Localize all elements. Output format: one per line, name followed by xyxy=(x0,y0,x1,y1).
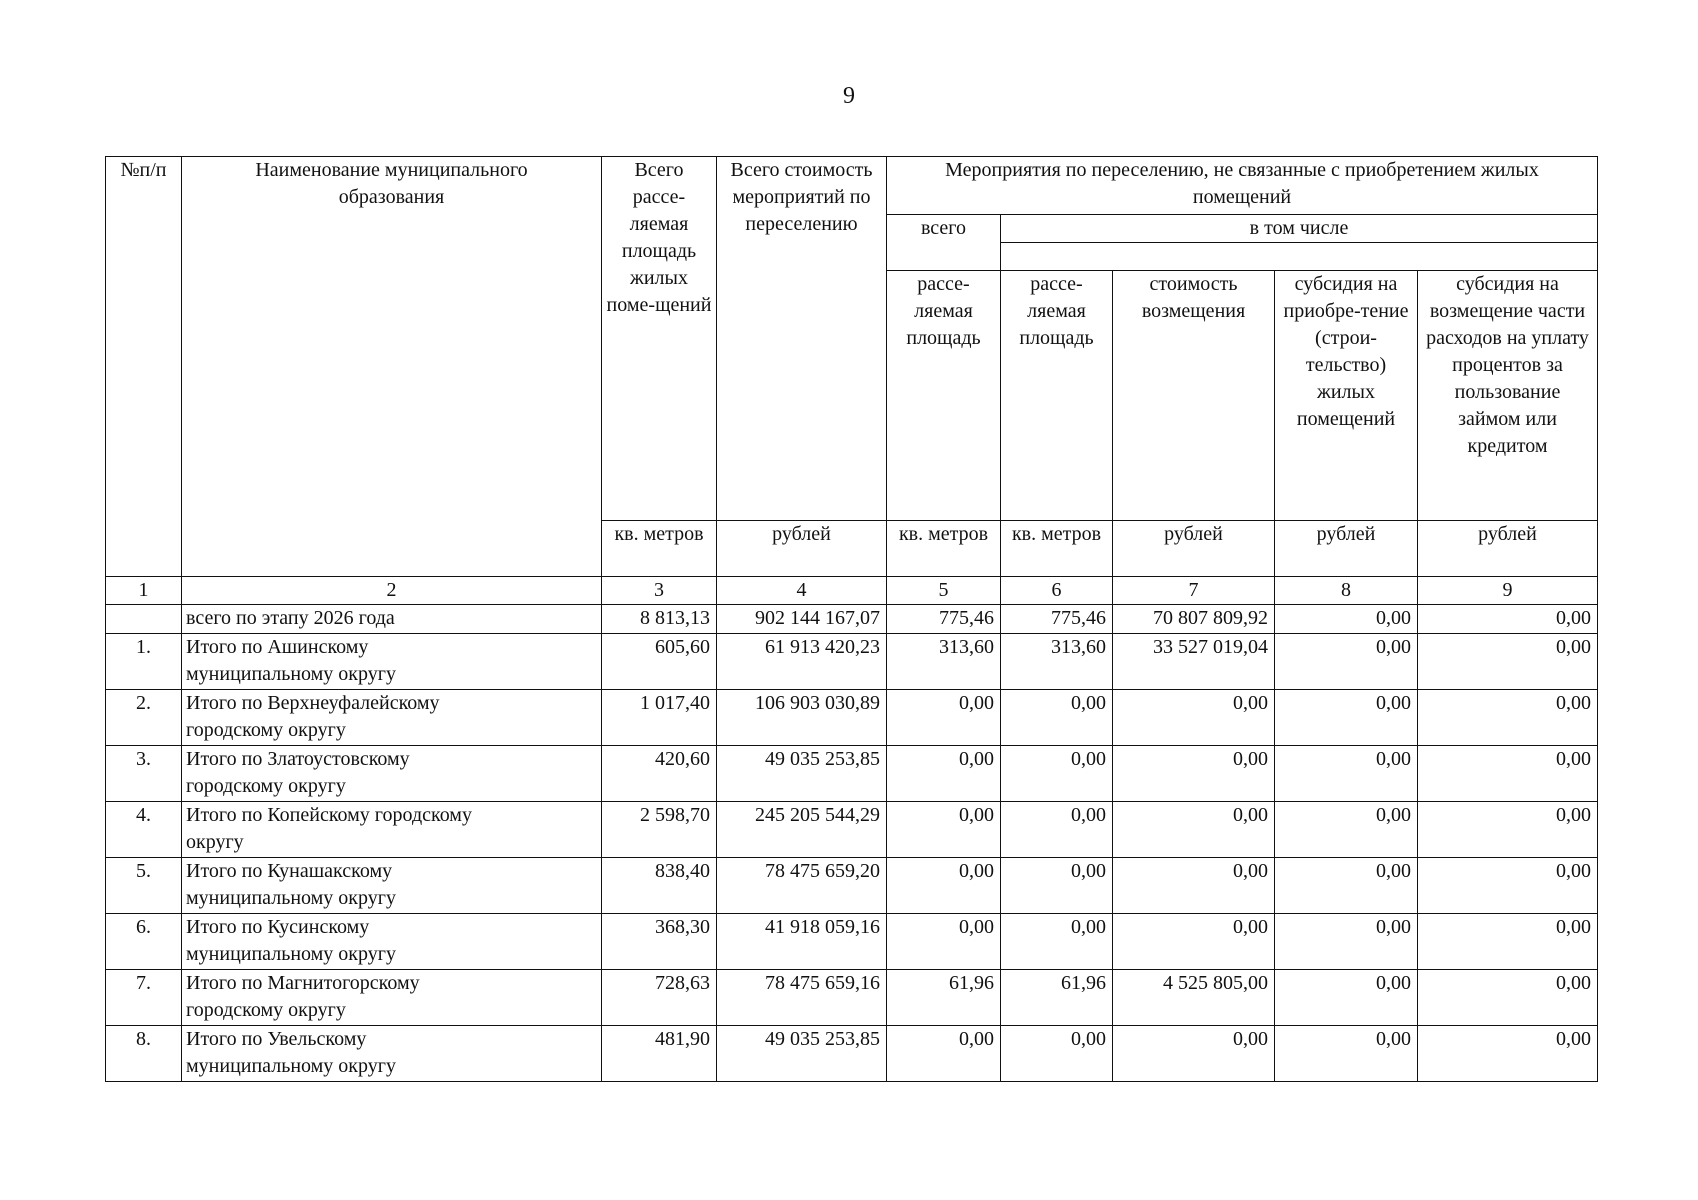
resettlement-table xyxy=(105,156,1598,1082)
row-value: 0,00 xyxy=(887,802,1001,858)
column-number: 5 xyxy=(887,577,1001,605)
table-row xyxy=(106,1026,1598,1082)
total-row-name: всего по этапу 2026 года xyxy=(182,605,602,634)
unit-col9: рублей xyxy=(1418,521,1598,577)
row-name-text: Итого по Кунашакскому муниципальному округу xyxy=(186,860,396,909)
column-number: 4 xyxy=(717,577,887,605)
row-value: 481,90 xyxy=(602,1026,717,1082)
row-name xyxy=(182,634,602,690)
unit-col3: кв. метров xyxy=(602,521,717,577)
row-value: 0,00 xyxy=(1001,1026,1113,1082)
table-row xyxy=(106,690,1598,746)
row-value: 0,00 xyxy=(1275,914,1418,970)
total-row-number xyxy=(106,605,182,634)
row-value: 0,00 xyxy=(1113,914,1275,970)
row-value: 0,00 xyxy=(887,1026,1001,1082)
column-number: 8 xyxy=(1275,577,1418,605)
header-col9: субсидия на возмещение части расходов на уплату процентов за пользование займом или кредитом xyxy=(1418,271,1598,521)
row-value: 313,60 xyxy=(887,634,1001,690)
row-value: 0,00 xyxy=(1275,690,1418,746)
row-name-text: Итого по Кусинскому муниципальному округу xyxy=(186,916,396,965)
table-row xyxy=(106,914,1598,970)
row-value: 0,00 xyxy=(1418,746,1598,802)
header-col-name-text: Наименование муниципального образования xyxy=(255,159,528,208)
header-blank-row xyxy=(1001,243,1598,271)
column-number: 9 xyxy=(1418,577,1598,605)
row-name-text: Итого по Ашинскому муниципальному округу xyxy=(186,636,396,685)
row-value: 0,00 xyxy=(1001,690,1113,746)
total-row-value: 902 144 167,07 xyxy=(717,605,887,634)
row-value: 0,00 xyxy=(1418,914,1598,970)
table-header xyxy=(106,157,1598,605)
header-col-total-area: Всего рассе-ляемая площадь жилых поме-щений xyxy=(602,157,717,521)
row-number: 8. xyxy=(106,1026,182,1082)
row-value: 49 035 253,85 xyxy=(717,1026,887,1082)
column-number: 3 xyxy=(602,577,717,605)
header-col-total-cost: Всего стоимость мероприятий по переселению xyxy=(717,157,887,521)
row-value: 0,00 xyxy=(887,858,1001,914)
row-name xyxy=(182,802,602,858)
row-value: 313,60 xyxy=(1001,634,1113,690)
row-name xyxy=(182,914,602,970)
row-value: 0,00 xyxy=(1418,802,1598,858)
row-name xyxy=(182,746,602,802)
row-value: 0,00 xyxy=(1418,690,1598,746)
row-name xyxy=(182,858,602,914)
row-value: 78 475 659,20 xyxy=(717,858,887,914)
total-row-value: 70 807 809,92 xyxy=(1113,605,1275,634)
row-value: 0,00 xyxy=(887,914,1001,970)
header-vsego: всего xyxy=(887,215,1001,271)
row-value: 2 598,70 xyxy=(602,802,717,858)
row-number: 4. xyxy=(106,802,182,858)
table-row xyxy=(106,802,1598,858)
row-value: 0,00 xyxy=(887,690,1001,746)
row-number: 3. xyxy=(106,746,182,802)
unit-col8: рублей xyxy=(1275,521,1418,577)
total-row-value: 775,46 xyxy=(887,605,1001,634)
table-row xyxy=(106,858,1598,914)
header-v-tom-chisle: в том числе xyxy=(1001,215,1598,243)
row-name-text: Итого по Увельскому муниципальному округу xyxy=(186,1028,396,1077)
row-value: 605,60 xyxy=(602,634,717,690)
row-name xyxy=(182,690,602,746)
row-value: 61,96 xyxy=(1001,970,1113,1026)
row-value: 0,00 xyxy=(1001,858,1113,914)
table-body xyxy=(106,605,1598,1082)
row-number: 7. xyxy=(106,970,182,1026)
row-name xyxy=(182,1026,602,1082)
column-number: 2 xyxy=(182,577,602,605)
row-value: 61 913 420,23 xyxy=(717,634,887,690)
row-value: 0,00 xyxy=(1275,634,1418,690)
row-value: 33 527 019,04 xyxy=(1113,634,1275,690)
unit-col5: кв. метров xyxy=(887,521,1001,577)
row-name-text: Итого по Магнитогорскому городскому округу xyxy=(186,972,420,1021)
row-number: 1. xyxy=(106,634,182,690)
row-value: 0,00 xyxy=(1001,802,1113,858)
row-value: 0,00 xyxy=(1275,858,1418,914)
row-value: 0,00 xyxy=(1275,1026,1418,1082)
column-number: 1 xyxy=(106,577,182,605)
row-value: 0,00 xyxy=(1275,746,1418,802)
total-row-value: 0,00 xyxy=(1275,605,1418,634)
row-value: 0,00 xyxy=(1113,690,1275,746)
row-value: 41 918 059,16 xyxy=(717,914,887,970)
page-number: 9 xyxy=(843,83,855,109)
unit-col7: рублей xyxy=(1113,521,1275,577)
total-row xyxy=(106,605,1598,634)
header-group-title-text: Мероприятия по переселению, не связанные с приобретением жилых помещений xyxy=(945,159,1539,208)
header-col8: субсидия на приобре-тение (строи-тельство) жилых помещений xyxy=(1275,271,1418,521)
row-value: 0,00 xyxy=(1001,914,1113,970)
row-value: 0,00 xyxy=(1418,970,1598,1026)
row-value: 838,40 xyxy=(602,858,717,914)
row-value: 106 903 030,89 xyxy=(717,690,887,746)
row-value: 368,30 xyxy=(602,914,717,970)
row-value: 0,00 xyxy=(1418,858,1598,914)
row-value: 4 525 805,00 xyxy=(1113,970,1275,1026)
row-value: 0,00 xyxy=(1113,746,1275,802)
total-row-value: 8 813,13 xyxy=(602,605,717,634)
row-value: 49 035 253,85 xyxy=(717,746,887,802)
row-value: 245 205 544,29 xyxy=(717,802,887,858)
total-row-value: 0,00 xyxy=(1418,605,1598,634)
row-value: 0,00 xyxy=(1001,746,1113,802)
unit-col4: рублей xyxy=(717,521,887,577)
table-row xyxy=(106,634,1598,690)
header-col-number: №п/п xyxy=(106,157,182,577)
header-group-title xyxy=(887,157,1598,215)
column-number-row xyxy=(106,577,1598,605)
column-number: 7 xyxy=(1113,577,1275,605)
table-row xyxy=(106,746,1598,802)
row-value: 0,00 xyxy=(1113,802,1275,858)
table-row xyxy=(106,970,1598,1026)
row-value: 420,60 xyxy=(602,746,717,802)
row-value: 0,00 xyxy=(1113,1026,1275,1082)
unit-col6: кв. метров xyxy=(1001,521,1113,577)
header-col7: стоимость возмещения xyxy=(1113,271,1275,521)
row-value: 0,00 xyxy=(1418,1026,1598,1082)
header-col5: рассе-ляемая площадь xyxy=(887,271,1001,521)
row-value: 1 017,40 xyxy=(602,690,717,746)
row-value: 728,63 xyxy=(602,970,717,1026)
row-value: 78 475 659,16 xyxy=(717,970,887,1026)
row-number: 2. xyxy=(106,690,182,746)
column-number: 6 xyxy=(1001,577,1113,605)
row-value: 61,96 xyxy=(887,970,1001,1026)
header-col6: рассе-ляемая площадь xyxy=(1001,271,1113,521)
row-name-text: Итого по Златоустовскому городскому округу xyxy=(186,748,410,797)
header-col-name xyxy=(182,157,602,577)
row-value: 0,00 xyxy=(1275,970,1418,1026)
row-number: 5. xyxy=(106,858,182,914)
row-value: 0,00 xyxy=(1275,802,1418,858)
row-name-text: Итого по Верхнеуфалейскому городскому округу xyxy=(186,692,440,741)
row-value: 0,00 xyxy=(1418,634,1598,690)
row-number: 6. xyxy=(106,914,182,970)
row-name-text: Итого по Копейскому городскому округу xyxy=(186,804,472,853)
row-value: 0,00 xyxy=(1113,858,1275,914)
row-name xyxy=(182,970,602,1026)
total-row-value: 775,46 xyxy=(1001,605,1113,634)
row-value: 0,00 xyxy=(887,746,1001,802)
